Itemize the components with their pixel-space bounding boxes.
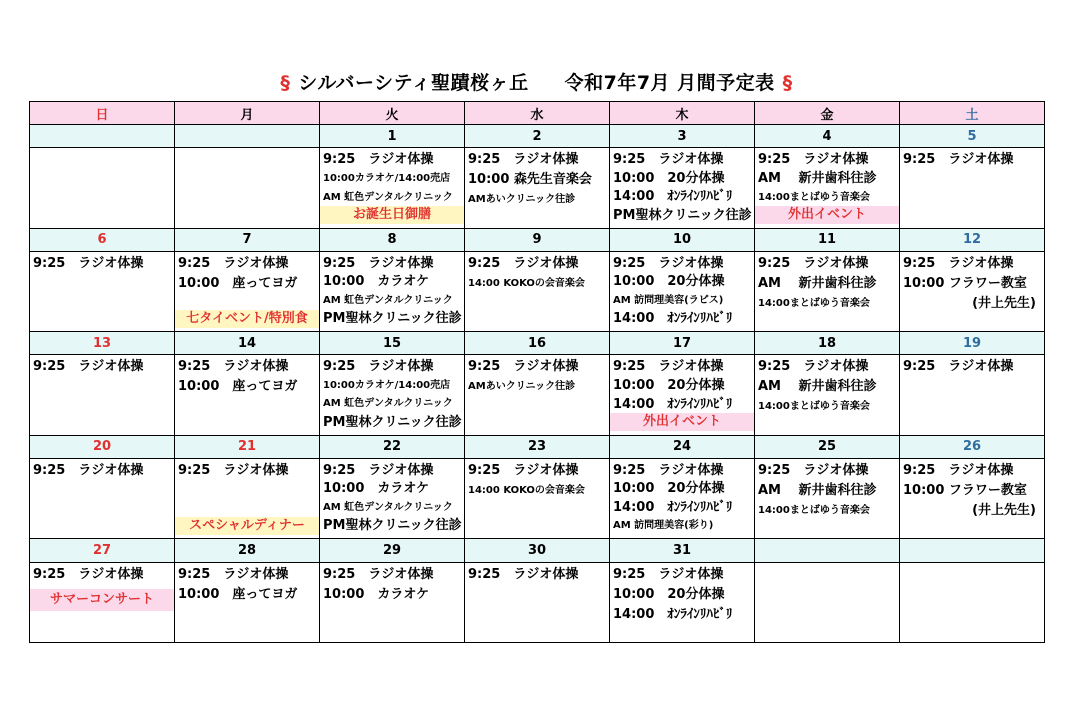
day-cell — [175, 251, 320, 331]
day-cell — [30, 355, 175, 435]
schedule-entry: 9:25 ラジオ体操 — [613, 255, 724, 271]
event-highlight: スペシャルディナー — [175, 517, 319, 535]
schedule-entry: 9:25 ラジオ体操 — [323, 359, 434, 375]
schedule-entry: AM 虹色デンタルクリニック — [323, 501, 453, 513]
date-number: 2 — [465, 125, 610, 148]
schedule-entry: PM聖林クリニック往診 — [323, 414, 462, 430]
schedule-entry: 10:00 20分体操 — [613, 481, 725, 497]
schedule-entry: 9:25 ラジオ体操 — [613, 566, 724, 582]
date-number-row — [30, 332, 1045, 355]
event-highlight: 外出イベント — [755, 206, 899, 224]
day-cell — [465, 458, 610, 538]
schedule-entry: 9:25 ラジオ体操 — [178, 566, 289, 582]
date-number: 25 — [755, 435, 900, 458]
date-number: 30 — [465, 539, 610, 562]
day-cell — [320, 251, 465, 331]
day-cell — [755, 251, 900, 331]
schedule-entry: 10:00 森先生音楽会 — [468, 172, 592, 188]
monthly-calendar — [29, 101, 1045, 643]
day-cell — [755, 148, 900, 228]
date-number-row — [30, 125, 1045, 148]
date-number: 6 — [30, 228, 175, 251]
schedule-entry: 10:00 20分体操 — [613, 378, 725, 394]
schedule-entry: (井上先生) — [972, 502, 1036, 518]
date-number: 13 — [30, 332, 175, 355]
date-number — [900, 539, 1045, 562]
schedule-entry: PM聖林クリニック往診 — [613, 207, 752, 223]
date-number — [175, 125, 320, 148]
schedule-entry: 9:25 ラジオ体操 — [468, 152, 579, 168]
date-number: 23 — [465, 435, 610, 458]
schedule-entry: 9:25 ラジオ体操 — [468, 359, 579, 375]
day-cell — [30, 458, 175, 538]
schedule-entry: 10:00カラオケ/14:00売店 — [323, 172, 451, 184]
schedule-entry: 9:25 ラジオ体操 — [758, 255, 869, 271]
schedule-entry: 14:00 ｵﾝﾗｲﾝﾘﾊﾋﾞﾘ — [613, 396, 733, 412]
date-number: 3 — [610, 125, 755, 148]
section-mark-left: § — [280, 72, 291, 94]
day-cell — [755, 458, 900, 538]
schedule-entry: AM 虹色デンタルクリニック — [323, 191, 453, 203]
day-cell — [30, 251, 175, 331]
day-cell — [30, 562, 175, 643]
day-cell — [465, 251, 610, 331]
date-number: 27 — [30, 539, 175, 562]
schedule-row — [30, 251, 1045, 331]
schedule-row — [30, 458, 1045, 538]
day-cell — [465, 355, 610, 435]
schedule-row — [30, 148, 1045, 228]
date-number: 18 — [755, 332, 900, 355]
schedule-entry: 9:25 ラジオ体操 — [178, 462, 289, 478]
schedule-entry: 9:25 ラジオ体操 — [323, 566, 434, 582]
date-number: 9 — [465, 228, 610, 251]
schedule-entry: 9:25 ラジオ体操 — [758, 359, 869, 375]
schedule-entry: 14:00 KOKOの会音楽会 — [468, 484, 585, 496]
schedule-entry: 9:25 ラジオ体操 — [178, 359, 289, 375]
date-number — [30, 125, 175, 148]
schedule-entry: 14:00まとばゆう音楽会 — [758, 401, 870, 413]
date-number: 7 — [175, 228, 320, 251]
page-title — [0, 68, 1073, 95]
date-number: 11 — [755, 228, 900, 251]
schedule-entry: 9:25 ラジオ体操 — [903, 462, 1014, 478]
schedule-row — [30, 562, 1045, 643]
schedule-entry: 14:00 ｵﾝﾗｲﾝﾘﾊﾋﾞﾘ — [613, 189, 733, 205]
schedule-entry: 9:25 ラジオ体操 — [323, 255, 434, 271]
day-cell — [175, 458, 320, 538]
schedule-entry: 14:00 KOKOの会音楽会 — [468, 277, 585, 289]
schedule-entry: 9:25 ラジオ体操 — [323, 152, 434, 168]
schedule-entry: 14:00 ｵﾝﾗｲﾝﾘﾊﾋﾞﾘ — [613, 499, 733, 515]
event-highlight: 外出イベント — [610, 413, 754, 431]
day-cell — [900, 148, 1045, 228]
date-number: 1 — [320, 125, 465, 148]
schedule-entry: 9:25 ラジオ体操 — [178, 255, 289, 271]
schedule-entry: 9:25 ラジオ体操 — [758, 462, 869, 478]
date-number: 31 — [610, 539, 755, 562]
schedule-entry: 9:25 ラジオ体操 — [33, 566, 144, 582]
date-number-row — [30, 435, 1045, 458]
schedule-entry: 10:00 座ってヨガ — [178, 275, 298, 291]
schedule-entry: 10:00 20分体操 — [613, 586, 725, 602]
weekday-sun: 日 — [30, 102, 175, 125]
schedule-entry: 9:25 ラジオ体操 — [613, 462, 724, 478]
date-number: 20 — [30, 435, 175, 458]
section-mark-right: § — [782, 72, 793, 94]
date-number: 8 — [320, 228, 465, 251]
day-cell — [755, 355, 900, 435]
date-number: 21 — [175, 435, 320, 458]
event-highlight: お誕生日御膳 — [320, 206, 464, 224]
day-cell — [320, 458, 465, 538]
schedule-entry: PM聖林クリニック往診 — [323, 311, 462, 327]
date-number: 24 — [610, 435, 755, 458]
day-cell — [610, 251, 755, 331]
schedule-entry: 10:00 フラワー教室 — [903, 482, 1027, 498]
day-cell — [30, 148, 175, 228]
schedule-entry: AM 虹色デンタルクリニック — [323, 294, 453, 306]
day-cell — [610, 562, 755, 643]
facility-name: シルバーシティ聖蹟桜ヶ丘 — [298, 72, 529, 94]
schedule-entry: 9:25 ラジオ体操 — [33, 359, 144, 375]
date-number: 15 — [320, 332, 465, 355]
weekday-fri: 金 — [755, 102, 900, 125]
schedule-entry: 10:00 フラワー教室 — [903, 275, 1027, 291]
day-cell — [320, 562, 465, 643]
date-number: 28 — [175, 539, 320, 562]
schedule-entry: 9:25 ラジオ体操 — [903, 359, 1014, 375]
schedule-entry: AM 新井歯科往診 — [758, 275, 877, 291]
event-highlight: 七タイベント/特別食 — [175, 310, 319, 328]
schedule-entry: AM 訪問理美容(ラピス) — [613, 294, 724, 306]
schedule-entry: 9:25 ラジオ体操 — [468, 462, 579, 478]
schedule-entry: 10:00カラオケ/14:00売店 — [323, 379, 451, 391]
date-number: 17 — [610, 332, 755, 355]
day-cell — [900, 355, 1045, 435]
day-cell — [465, 148, 610, 228]
schedule-entry: 9:25 ラジオ体操 — [613, 152, 724, 168]
date-number: 4 — [755, 125, 900, 148]
schedule-entry: 10:00 20分体操 — [613, 170, 725, 186]
event-highlight: サマーコンサート — [30, 589, 174, 611]
day-cell — [610, 355, 755, 435]
schedule-entry: AMあいクリニック往診 — [468, 194, 576, 206]
schedule-entry: 14:00まとばゆう音楽会 — [758, 191, 870, 203]
date-number — [755, 539, 900, 562]
date-number: 19 — [900, 332, 1045, 355]
month-title: 令和7年7月 月間予定表 — [564, 72, 775, 94]
day-cell — [755, 562, 900, 643]
weekday-wed: 水 — [465, 102, 610, 125]
date-number: 29 — [320, 539, 465, 562]
schedule-entry: 10:00 カラオケ — [323, 481, 430, 497]
schedule-entry: 9:25 ラジオ体操 — [613, 359, 724, 375]
schedule-entry: 9:25 ラジオ体操 — [33, 462, 144, 478]
date-number-row — [30, 539, 1045, 562]
weekday-tue: 火 — [320, 102, 465, 125]
schedule-entry: 9:25 ラジオ体操 — [33, 255, 144, 271]
day-cell — [465, 562, 610, 643]
schedule-entry: AM 新井歯科往診 — [758, 379, 877, 395]
day-cell — [320, 355, 465, 435]
schedule-entry: 9:25 ラジオ体操 — [468, 255, 579, 271]
schedule-entry: AM 虹色デンタルクリニック — [323, 398, 453, 410]
schedule-entry: 10:00 座ってヨガ — [178, 379, 298, 395]
date-number: 16 — [465, 332, 610, 355]
date-number: 26 — [900, 435, 1045, 458]
day-cell — [175, 355, 320, 435]
schedule-entry: AM 新井歯科往診 — [758, 482, 877, 498]
day-cell — [900, 458, 1045, 538]
schedule-entry: 14:00まとばゆう音楽会 — [758, 297, 870, 309]
schedule-entry: 9:25 ラジオ体操 — [903, 152, 1014, 168]
schedule-entry: AM 訪問理美容(彩り) — [613, 520, 714, 532]
day-cell — [900, 251, 1045, 331]
weekday-header-row — [30, 102, 1045, 125]
date-number: 12 — [900, 228, 1045, 251]
schedule-entry: PM聖林クリニック往診 — [323, 518, 462, 534]
schedule-entry: 9:25 ラジオ体操 — [468, 566, 579, 582]
schedule-entry: 14:00 ｵﾝﾗｲﾝﾘﾊﾋﾞﾘ — [613, 606, 733, 622]
schedule-row — [30, 355, 1045, 435]
weekday-thu: 木 — [610, 102, 755, 125]
schedule-entry: 9:25 ラジオ体操 — [758, 152, 869, 168]
day-cell — [610, 148, 755, 228]
day-cell — [610, 458, 755, 538]
day-cell — [900, 562, 1045, 643]
date-number: 10 — [610, 228, 755, 251]
schedule-entry: 10:00 20分体操 — [613, 274, 725, 290]
schedule-entry: 10:00 カラオケ — [323, 586, 430, 602]
date-number-row — [30, 228, 1045, 251]
schedule-entry: AMあいクリニック往診 — [468, 381, 576, 393]
weekday-sat: 土 — [900, 102, 1045, 125]
day-cell — [175, 562, 320, 643]
schedule-entry: 10:00 カラオケ — [323, 274, 430, 290]
schedule-entry: AM 新井歯科往診 — [758, 170, 877, 186]
schedule-entry: 9:25 ラジオ体操 — [903, 255, 1014, 271]
schedule-entry: 10:00 座ってヨガ — [178, 586, 298, 602]
schedule-entry: (井上先生) — [972, 295, 1036, 311]
weekday-mon: 月 — [175, 102, 320, 125]
day-cell — [320, 148, 465, 228]
day-cell — [175, 148, 320, 228]
date-number: 22 — [320, 435, 465, 458]
schedule-entry: 14:00まとばゆう音楽会 — [758, 504, 870, 516]
schedule-entry: 14:00 ｵﾝﾗｲﾝﾘﾊﾋﾞﾘ — [613, 311, 733, 327]
date-number: 5 — [900, 125, 1045, 148]
date-number: 14 — [175, 332, 320, 355]
schedule-entry: 9:25 ラジオ体操 — [323, 462, 434, 478]
